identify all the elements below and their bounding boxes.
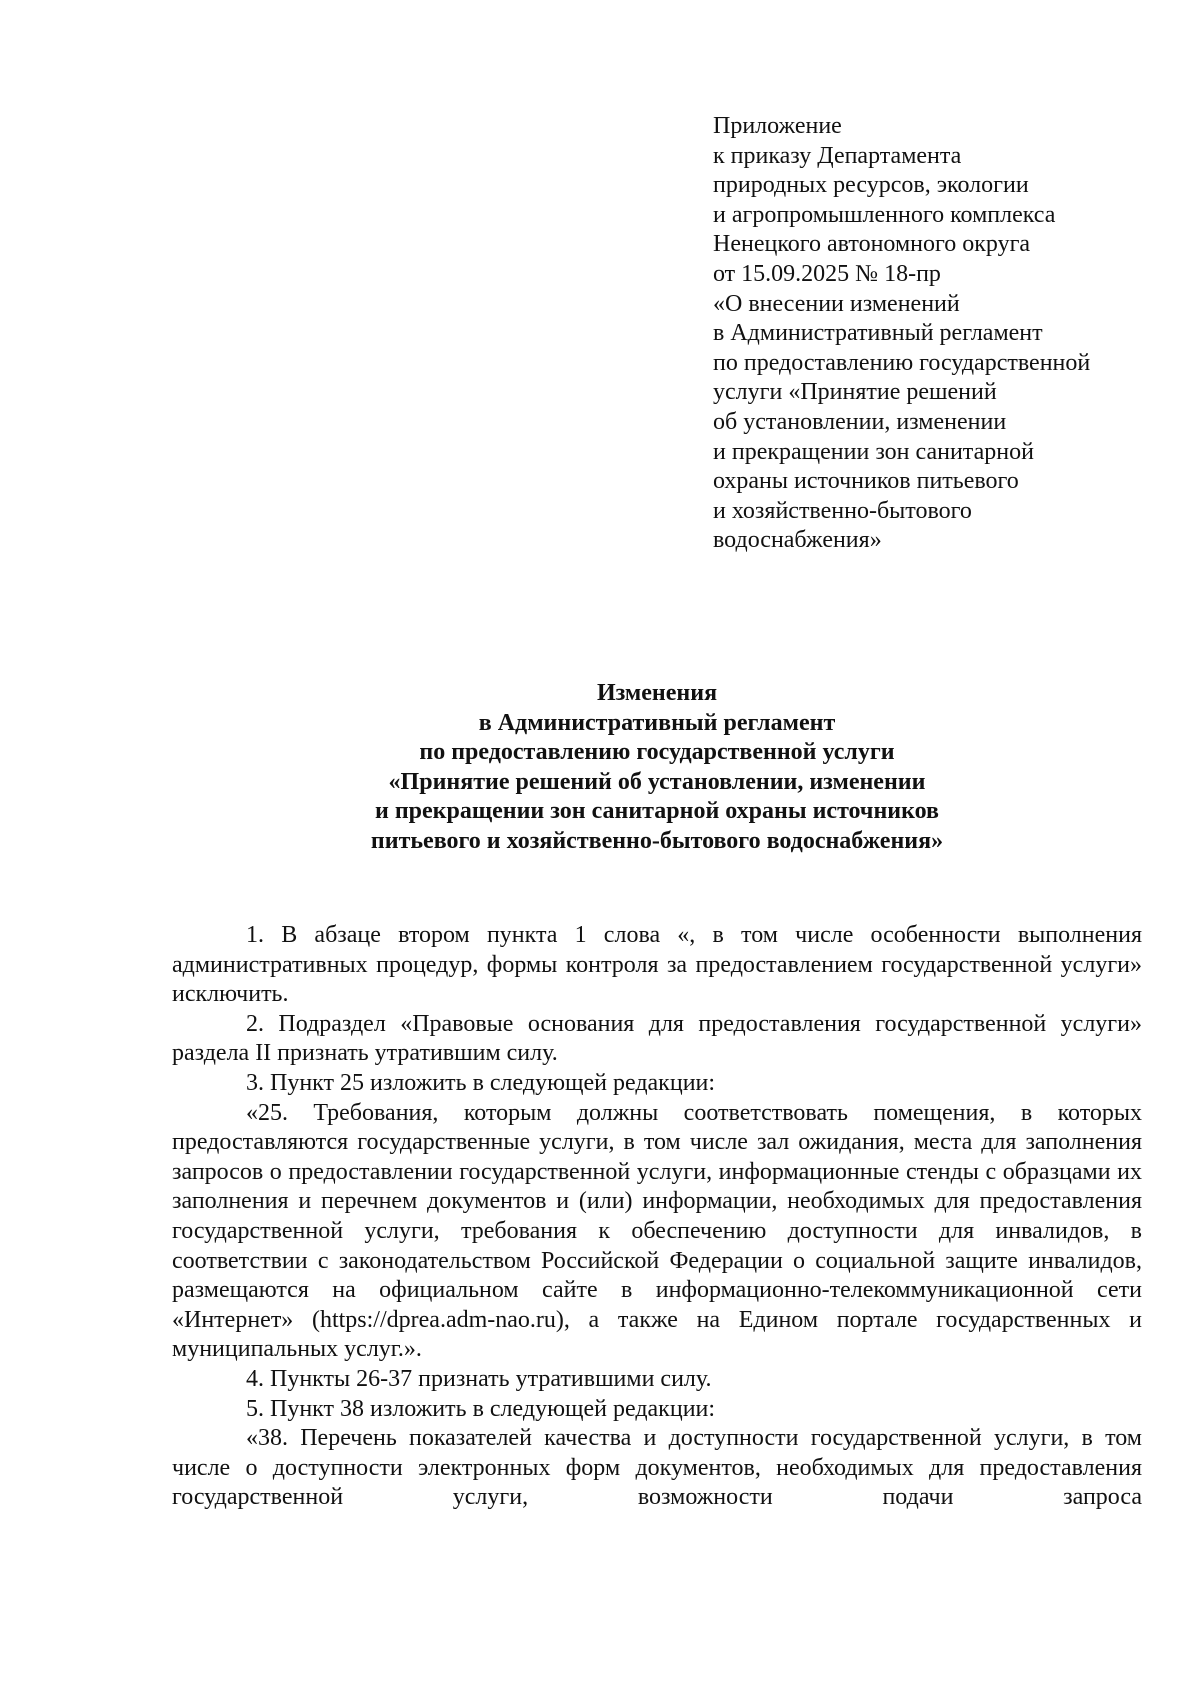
appendix-line: и хозяйственно-бытового (713, 497, 972, 524)
appendix-line: об установлении, изменении (713, 408, 1007, 435)
appendix-line: охраны источников питьевого (713, 468, 1019, 495)
appendix-line: Приложение (713, 113, 842, 139)
body-paragraph-7: «38. Перечень показателей качества и доступности государственной услуги, в том числе о доступности электронных форм документов, необходимых для предоставления государственной услуги, возможности подачи запроса (172, 1425, 1142, 1511)
body-paragraph-6: 5. Пункт 38 изложить в следующей редакции: (246, 1395, 716, 1422)
appendix-line: в Административный регламент (713, 320, 1043, 347)
appendix-block (713, 112, 1173, 556)
appendix-line: «О внесении изменений (713, 290, 960, 317)
appendix-line: к приказу Департамента (713, 142, 962, 169)
title-line: Изменения (596, 680, 718, 706)
title-line: по предоставлению государственной услуги (419, 739, 895, 765)
appendix-line: по предоставлению государственной (713, 349, 1091, 376)
appendix-line: услуги «Принятие решений (713, 379, 997, 406)
title-line: «Принятие решений об установлении, изменении (388, 768, 926, 795)
body-paragraph-4: «25. Требования, которым должны соответствовать помещения, в которых предоставляются государственные услуги, в том числе зал ожидания, места для заполнения запросов о предоставлении государственной услуги, информационные стенды с образцами их заполнения и перечнем документов и (или) информации, необходимых для предоставления государственной услуги, требования к обеспечению доступности для инвалидов, в соответствии с законодательством Российской Федерации о социальной защите инвалидов, размещаются на официальном сайте в информационно-телекоммуникационной сети «Интернет» (https://dprea.adm-nao.ru), а также на Едином портале государственных и муниципальных услуг.». (172, 1099, 1142, 1363)
title-line: питьевого и хозяйственно-бытового водоснабжения» (370, 827, 944, 854)
appendix-line: и прекращении зон санитарной (713, 438, 1034, 465)
appendix-line: Ненецкого автономного округа (713, 231, 1031, 258)
appendix-line: природных ресурсов, экологии (713, 172, 1029, 199)
appendix-line: и агропромышленного комплекса (713, 201, 1056, 228)
body-paragraph-5: 4. Пункты 26-37 признать утратившими силу. (246, 1365, 712, 1392)
appendix-line: от 15.09.2025 № 18-пр (713, 260, 941, 287)
body-paragraph-1: 1. В абзаце втором пункта 1 слова «, в том числе особенности выполнения административных процедур, формы контроля за предоставлением государственной услуги» исключить. (172, 922, 1142, 1008)
document-body (172, 921, 1142, 1513)
title-line: в Административный регламент (478, 709, 836, 736)
body-paragraph-3: 3. Пункт 25 изложить в следующей редакции: (246, 1069, 716, 1096)
appendix-line: водоснабжения» (713, 527, 882, 554)
title-line: и прекращении зон санитарной охраны источников (375, 798, 939, 824)
document-title (172, 679, 1142, 856)
body-paragraph-2: 2. Подраздел «Правовые основания для предоставления государственной услуги» раздела II признать утратившим силу. (172, 1010, 1142, 1067)
